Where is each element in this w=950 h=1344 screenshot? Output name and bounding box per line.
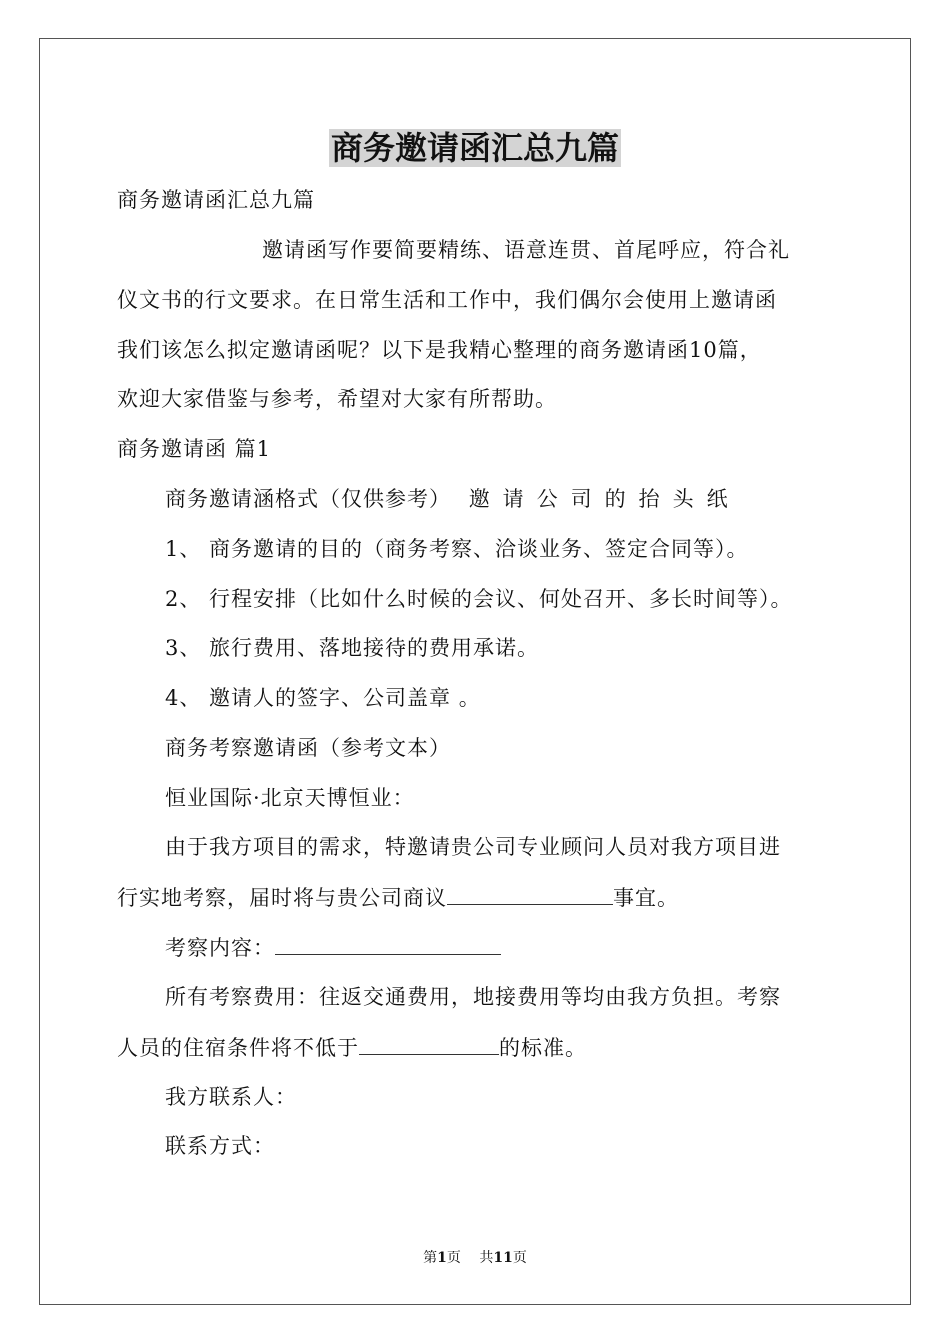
- fill-in-blank: [275, 932, 501, 955]
- fill-in-blank: [447, 882, 613, 905]
- body-paragraph-1-line-2: [117, 882, 679, 913]
- total-pages: 11: [493, 1250, 513, 1266]
- page-prefix: 第: [423, 1250, 438, 1266]
- content-label: 考察内容：: [165, 936, 275, 960]
- intro-line-2: 仪文书的行文要求。在日常生活和工作中，我们偶尔会使用上邀请函: [117, 288, 777, 312]
- section-heading: 商务邀请函 篇1: [117, 437, 272, 461]
- body-paragraph-1-line-1: 由于我方项目的需求，特邀请贵公司专业顾问人员对我方项目进: [165, 835, 781, 859]
- sample-heading: 商务考察邀请函（参考文本）: [165, 736, 451, 760]
- document-title-text: 商务邀请函汇总九篇: [330, 129, 619, 167]
- list-item: 2、 行程安排（比如什么时候的会议、何处召开、多长时间等）。: [165, 587, 793, 611]
- total-prefix: 共: [479, 1250, 494, 1266]
- document-title: [0, 126, 950, 170]
- page-footer: [0, 1248, 950, 1268]
- page-suffix: 页: [446, 1250, 461, 1266]
- format-line-b: 邀请公司的抬头纸: [468, 487, 741, 511]
- body-paragraph-2-line-2: [117, 1032, 587, 1063]
- intro-line-3: 我们该怎么拟定邀请函呢？以下是我精心整理的商务邀请函10篇，: [117, 338, 762, 362]
- intro-line-1: 邀请函写作要简要精练、语意连贯、首尾呼应，符合礼: [262, 238, 790, 262]
- body-paragraph-2-line-1: 所有考察费用：往返交通费用，地接费用等均由我方负担。考察: [165, 985, 781, 1009]
- salutation: 恒业国际·北京天博恒业：: [165, 786, 415, 810]
- fill-in-blank: [359, 1032, 499, 1055]
- format-line: [165, 484, 741, 514]
- list-item: 4、 邀请人的签字、公司盖章 。: [165, 686, 481, 710]
- body-text: 事宜。: [613, 886, 679, 910]
- page-frame: [39, 38, 911, 1305]
- total-suffix: 页: [512, 1250, 527, 1266]
- document-subtitle: 商务邀请函汇总九篇: [117, 188, 315, 212]
- page-number: 1: [437, 1250, 447, 1266]
- list-item: 3、 旅行费用、落地接待的费用承诺。: [165, 636, 540, 660]
- body-text: 行实地考察，届时将与贵公司商议: [117, 886, 447, 910]
- format-line-a: 商务邀请涵格式（仅供参考）: [165, 487, 451, 511]
- body-text: 的标准。: [499, 1036, 587, 1060]
- contact-person: 我方联系人：: [165, 1085, 297, 1109]
- body-text: 人员的住宿条件将不低于: [117, 1036, 359, 1060]
- list-item: 1、 商务邀请的目的（商务考察、洽谈业务、签定合同等）。: [165, 537, 749, 561]
- contact-method: 联系方式：: [165, 1134, 275, 1158]
- content-line: [165, 932, 501, 963]
- intro-line-4: 欢迎大家借鉴与参考，希望对大家有所帮助。: [117, 387, 557, 411]
